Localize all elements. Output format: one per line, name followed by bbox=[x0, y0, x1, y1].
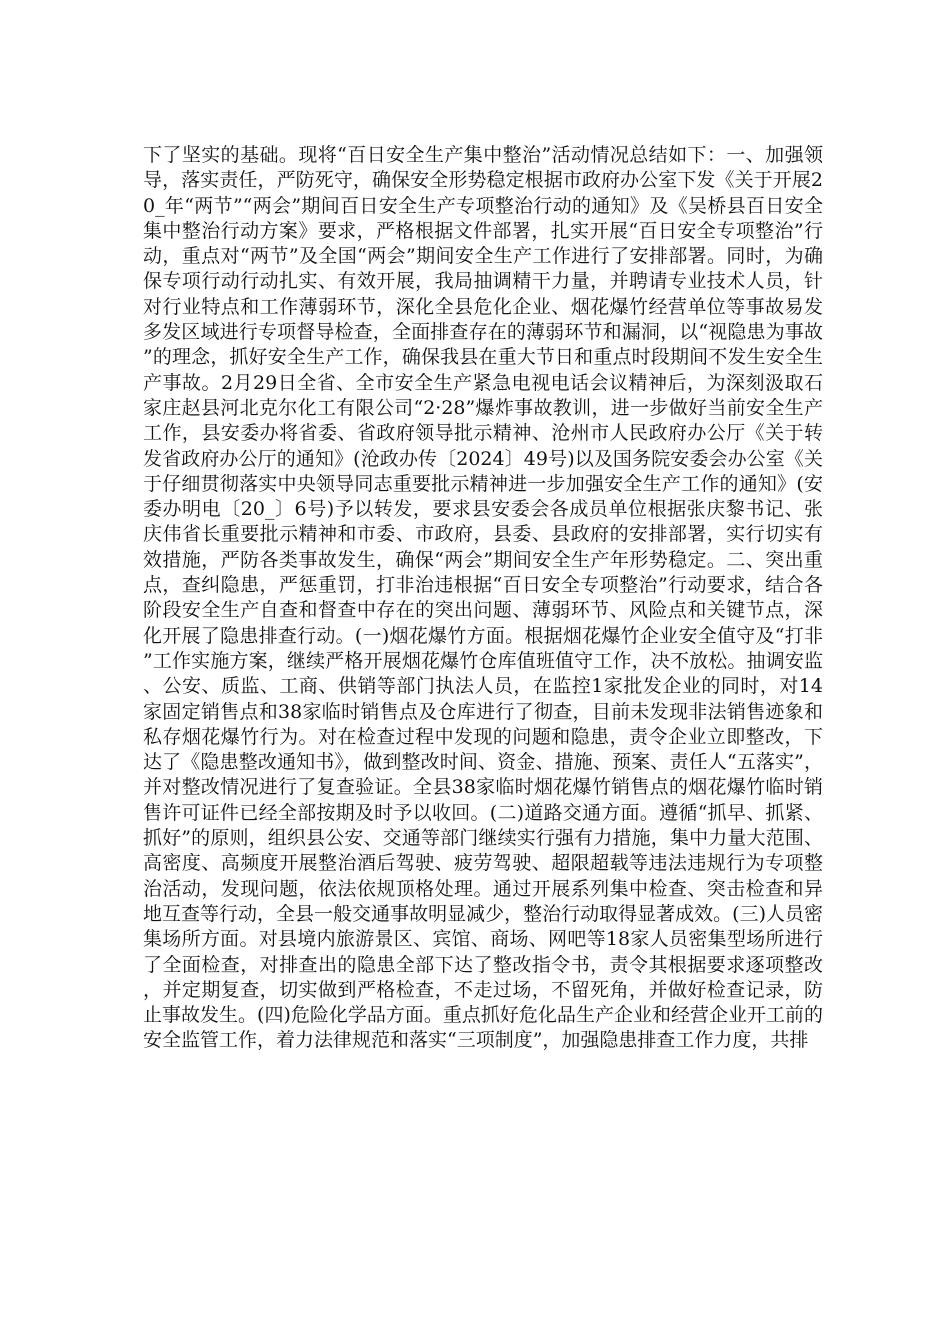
document-page bbox=[143, 143, 823, 1243]
document-body-text: 下了坚实的基础。现将“百日安全生产集中整治”活动情况总结如下：一、加强领导，落实责任，严防死守，确保安全形势稳定根据市政府办公室下发《关于开展20_年“两节”“两会”期间百日安全生产专项整治行动的通知》及《吴桥县百日安全集中整治行动方案》要求，严格根据文件部署，扎实开展“百日安全专项整治”行动，重点对“两节”及全国“两会”期间安全生产工作进行了安排部署。同时，为确保专项行动行动扎实、有效开展，我局抽调精干力量，并聘请专业技术人员，针对行业特点和工作薄弱环节，深化全县危化企业、烟花爆竹经营单位等事故易发多发区域进行专项督导检查，全面排查存在的薄弱环节和漏洞，以“视隐患为事故”的理念，抓好安全生产工作，确保我县在重大节日和重点时段期间不发生安全生产事故。2月29日全省、全市安全生产紧急电视电话会议精神后，为深刻汲取石家庄赵县河北克尔化工有限公司“2·28”爆炸事故教训，进一步做好当前安全生产工作，县安委办将省委、省政府领导批示精神、沧州市人民政府办公厅《关于转发省政府办公厅的通知》(沧政办传〔2024〕49号)以及国务院安委会办公室《关于仔细贯彻落实中央领导同志重要批示精神进一步加强安全生产工作的通知》(安委办明电〔20_〕6号)予以转发，要求县安委会各成员单位根据张庆黎书记、张庆伟省长重要批示精神和市委、市政府，县委、县政府的安排部署，实行切实有效措施，严防各类事故发生，确保“两会”期间安全生产年形势稳定。二、突出重点，查纠隐患，严惩重罚，打非治违根据“百日安全专项整治”行动要求，结合各阶段安全生产自查和督查中存在的突出问题、薄弱环节、风险点和关键节点，深化开展了隐患排查行动。(一)烟花爆竹方面。根据烟花爆竹企业安全值守及“打非”工作实施方案，继续严格开展烟花爆竹仓库值班值守工作，决不放松。抽调安监、公安、质监、工商、供销等部门执法人员，在监控1家批发企业的同时，对14家固定销售点和38家临时销售点及仓库进行了彻查，目前未发现非法销售迹象和私存烟花爆竹行为。对在检查过程中发现的问题和隐患，责令企业立即整改，下达了《隐患整改通知书》，做到整改时间、资金、措施、预案、责任人“五落实”，并对整改情况进行了复查验证。全县38家临时烟花爆竹销售点的烟花爆竹临时销售许可证件已经全部按期及时予以收回。(二)道路交通方面。遵循“抓早、抓紧、抓好”的原则，组织县公安、交通等部门继续实行强有力措施，集中力量大范围、高密度、高频度开展整治酒后驾驶、疲劳驾驶、超限超载等违法违规行为专项整治活动，发现问题，依法依规顶格处理。通过开展系列集中检查、突击检查和异地互查等行动，全县一般交通事故明显减少，整治行动取得显著成效。(三)人员密集场所方面。对县境内旅游景区、宾馆、商场、网吧等18家人员密集型场所进行了全面检查，对排查出的隐患全部下达了整改指令书，责令其根据要求逐项整改，并定期复查，切实做到严格检查，不走过场，不留死角，并做好检查记录，防止事故发生。(四)危险化学品方面。重点抓好危化品生产企业和经营企业开工前的安全监管工作，着力法律规范和落实“三项制度”，加强隐患排查工作力度，共排 bbox=[143, 144, 823, 1052]
